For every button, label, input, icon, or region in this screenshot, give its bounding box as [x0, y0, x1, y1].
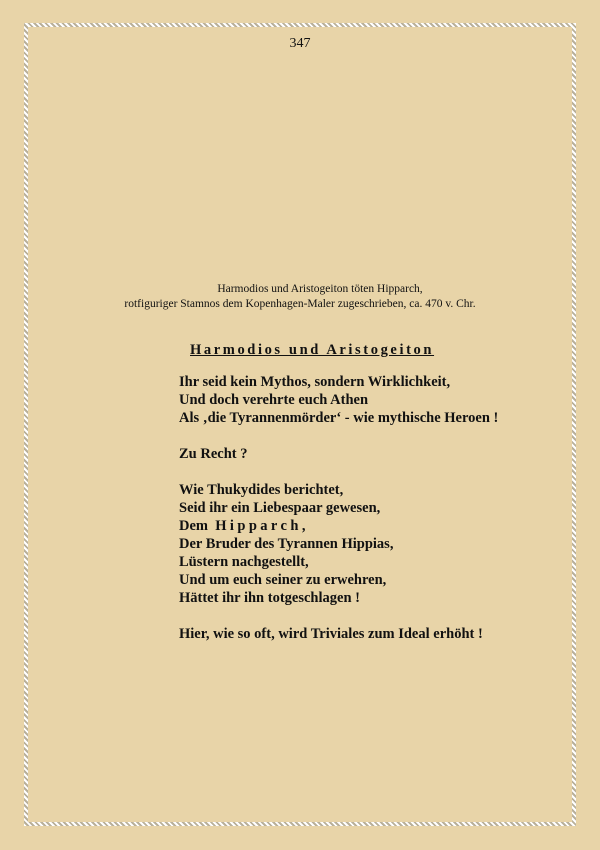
poem-line: Wie Thukydides berichtet,: [179, 482, 344, 498]
stanza-3: [179, 481, 498, 607]
poem-line: Seid ihr ein Liebespaar gewesen,: [179, 500, 381, 516]
stanza-1: [179, 373, 498, 427]
poem-line: Als ‚die Tyrannenmörder‘ - wie mythische Heroen !: [179, 410, 499, 426]
poem-line-prefix: Dem: [179, 518, 208, 534]
poem-line: Und um euch seiner zu erwehren,: [179, 572, 387, 588]
poem-line: Lüstern nachgestellt,: [179, 554, 309, 570]
image-caption: [0, 282, 600, 312]
stanza-2: [179, 445, 498, 463]
poem-line: Der Bruder des Tyrannen Hippias,: [179, 536, 394, 552]
poem-line: Hättet ihr ihn totgeschlagen !: [179, 590, 360, 606]
poem-body: [179, 373, 498, 661]
spaced-name-hipparch: Hipparch: [215, 518, 302, 534]
poem-line: Hier, wie so oft, wird Triviales zum Ideal erhöht !: [179, 626, 483, 642]
caption-line-2: rotfiguriger Stamnos dem Kopenhagen-Maler zugeschrieben, ca. 470 v. Chr.: [124, 298, 476, 310]
poem-line: Und doch verehrte euch Athen: [179, 392, 369, 408]
poem-line-suffix: ,: [301, 518, 306, 534]
poem-title: Harmodios und Aristogeiton: [190, 342, 435, 358]
poem-line: Ihr seid kein Mythos, sondern Wirklichkeit,: [179, 374, 451, 390]
page-number: 347: [289, 36, 311, 51]
stanza-4: [179, 625, 498, 643]
poem-line: [179, 517, 498, 535]
caption-line-1: Harmodios und Aristogeiton töten Hipparch,: [217, 283, 423, 295]
poem-line: Zu Recht ?: [179, 446, 248, 462]
